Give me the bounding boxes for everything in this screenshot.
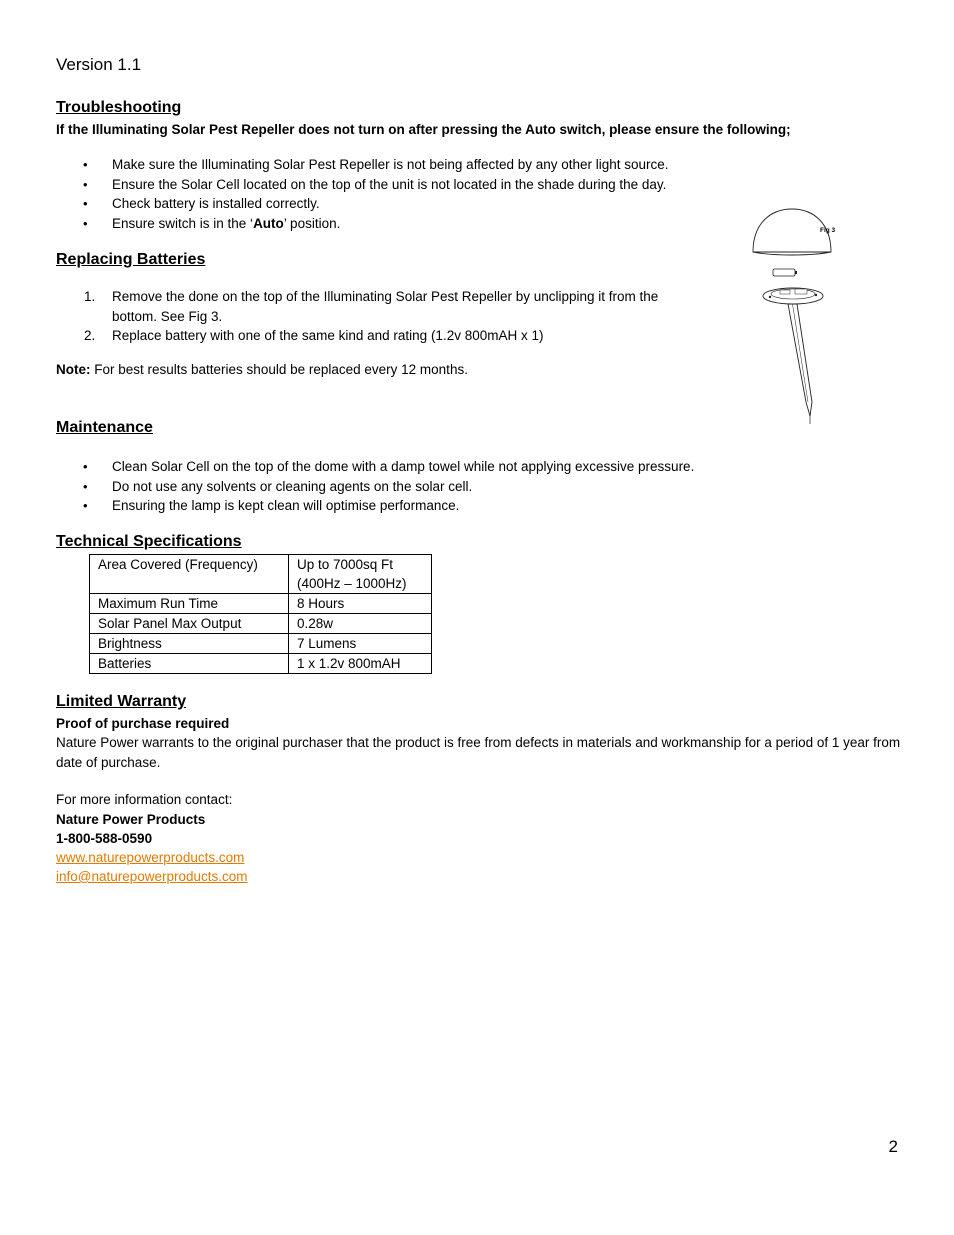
note-label: Note: (56, 362, 91, 377)
replacing-steps (56, 287, 706, 346)
list-item: • Ensuring the lamp is kept clean will optimise performance. (56, 496, 776, 516)
table-row (90, 634, 432, 654)
replacing-batteries-heading: Replacing Batteries (56, 251, 206, 268)
list-item: • Clean Solar Cell on the top of the dome with a damp towel while not applying excessive pressure. (56, 457, 776, 477)
spec-value: 7 Lumens (289, 634, 432, 654)
spec-value: 0.28w (289, 614, 432, 634)
troubleshooting-heading: Troubleshooting (56, 99, 182, 116)
figure-label: Fig 3 (820, 227, 836, 234)
phone-number: 1-800-588-0590 (56, 831, 153, 846)
figure-svg (748, 204, 838, 429)
version-label: Version 1.1 (56, 55, 142, 74)
repeller-exploded-diagram-icon (748, 204, 838, 429)
switch-text-bold: Auto (253, 216, 284, 232)
spec-key: Batteries (90, 654, 289, 674)
page-number: 2 (888, 1137, 898, 1156)
step-number: 1. (84, 289, 96, 304)
table-row (90, 614, 432, 634)
list-item: • Do not use any solvents or cleaning agents on the solar cell. (56, 477, 776, 497)
spec-value-line: (400Hz – 1000Hz) (297, 576, 407, 591)
spec-key: Area Covered (Frequency) (90, 555, 289, 594)
step-text: Remove the done on the top of the Illuminating Solar Pest Repeller by unclipping it from the bottom. See Fig 3. (112, 289, 659, 324)
website-link[interactable]: www.naturepowerproducts.com (56, 850, 245, 865)
list-item (56, 326, 706, 346)
spec-key: Solar Panel Max Output (90, 614, 289, 634)
step-text: Replace battery with one of the same kind and rating (1.2v 800mAH x 1) (112, 328, 544, 343)
list-item (56, 287, 706, 326)
maintenance-heading: Maintenance (56, 419, 153, 436)
warranty-subtitle: Proof of purchase required (56, 716, 230, 731)
email-link[interactable]: info@naturepowerproducts.com (56, 869, 248, 884)
note-text: For best results batteries should be replaced every 12 months. (90, 362, 468, 377)
switch-text-before: Ensure switch is in the ‘ (112, 216, 254, 232)
list-item: • Check battery is installed correctly. (56, 194, 776, 214)
list-item (56, 214, 776, 234)
spec-key: Maximum Run Time (90, 594, 289, 614)
table-row (90, 555, 432, 594)
spec-key: Brightness (90, 634, 289, 654)
spec-value-line: Up to 7000sq Ft (297, 557, 394, 572)
specs-heading: Technical Specifications (56, 533, 242, 550)
contact-intro: For more information contact: (56, 792, 233, 807)
spec-value (289, 555, 432, 594)
troubleshooting-intro: If the Illuminating Solar Pest Repeller does not turn on after pressing the Auto switch, please ensure the following; (56, 122, 791, 137)
switch-text-after: ’ position. (283, 216, 341, 232)
company-name: Nature Power Products (56, 812, 206, 827)
list-item: • Ensure the Solar Cell located on the top of the unit is not located in the shade during the day. (56, 175, 776, 195)
table-row (90, 654, 432, 674)
battery-note (56, 360, 468, 380)
table-row (90, 594, 432, 614)
maintenance-list (56, 457, 776, 516)
step-number: 2. (84, 328, 96, 343)
spec-value: 8 Hours (289, 594, 432, 614)
warranty-heading: Limited Warranty (56, 693, 187, 710)
list-item: • Make sure the Illuminating Solar Pest Repeller is not being affected by any other light source. (56, 155, 776, 175)
troubleshooting-list (56, 155, 776, 234)
warranty-text: Nature Power warrants to the original purchaser that the product is free from defects in materials and workmanship for a period of 1 year from date of purchase. (56, 735, 901, 770)
spec-value: 1 x 1.2v 800mAH (289, 654, 432, 674)
specs-table (89, 554, 432, 674)
